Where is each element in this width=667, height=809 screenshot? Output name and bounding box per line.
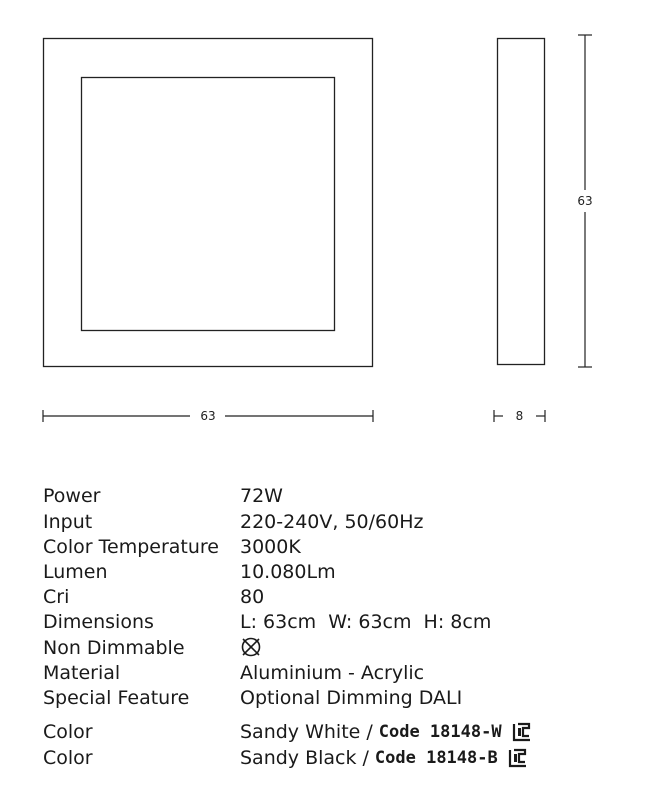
product-code: Code 18148-W [378,722,502,742]
spec-value: L: 63cm W: 63cm H: 8cm [240,611,492,633]
color-name: Sandy White [240,721,361,743]
color-label: Color [43,721,93,743]
spec-value: 10.080Lm [240,561,336,583]
color-separator: / [366,721,373,743]
spec-value: 220-240V, 50/60Hz [240,511,424,533]
front-view-outer [44,39,373,367]
color-value [240,720,532,744]
spec-value: 72W [240,485,283,507]
spec-label: Material [43,662,121,684]
side-view [498,39,545,365]
non-dimmable-icon [240,636,262,658]
color-value [240,746,528,770]
ceiling-mount-icon [508,748,528,768]
spec-value: 80 [240,586,265,608]
spec-label: Input [43,511,93,533]
spec-value: Optional Dimming DALI [240,687,463,709]
spec-value [240,636,262,658]
color-label: Color [43,747,93,769]
spec-label: Dimensions [43,611,154,633]
spec-value: 3000K [240,536,301,558]
spec-label: Color Temperature [43,536,220,558]
spec-label: Cri [43,586,70,608]
product-code: Code 18148-B [374,748,498,768]
spec-label: Lumen [43,561,108,583]
spec-value: Aluminium - Acrylic [240,662,425,684]
height-dimension-label: 63 [577,194,593,208]
depth-dimension-label: 8 [515,409,524,423]
spec-label: Non Dimmable [43,637,185,659]
spec-label: Special Feature [43,687,190,709]
width-dimension-label: 63 [200,409,216,423]
ceiling-mount-icon [512,722,532,742]
color-separator: / [362,747,369,769]
color-name: Sandy Black [240,747,357,769]
front-view-inner [82,78,335,331]
spec-label: Power [43,485,101,507]
